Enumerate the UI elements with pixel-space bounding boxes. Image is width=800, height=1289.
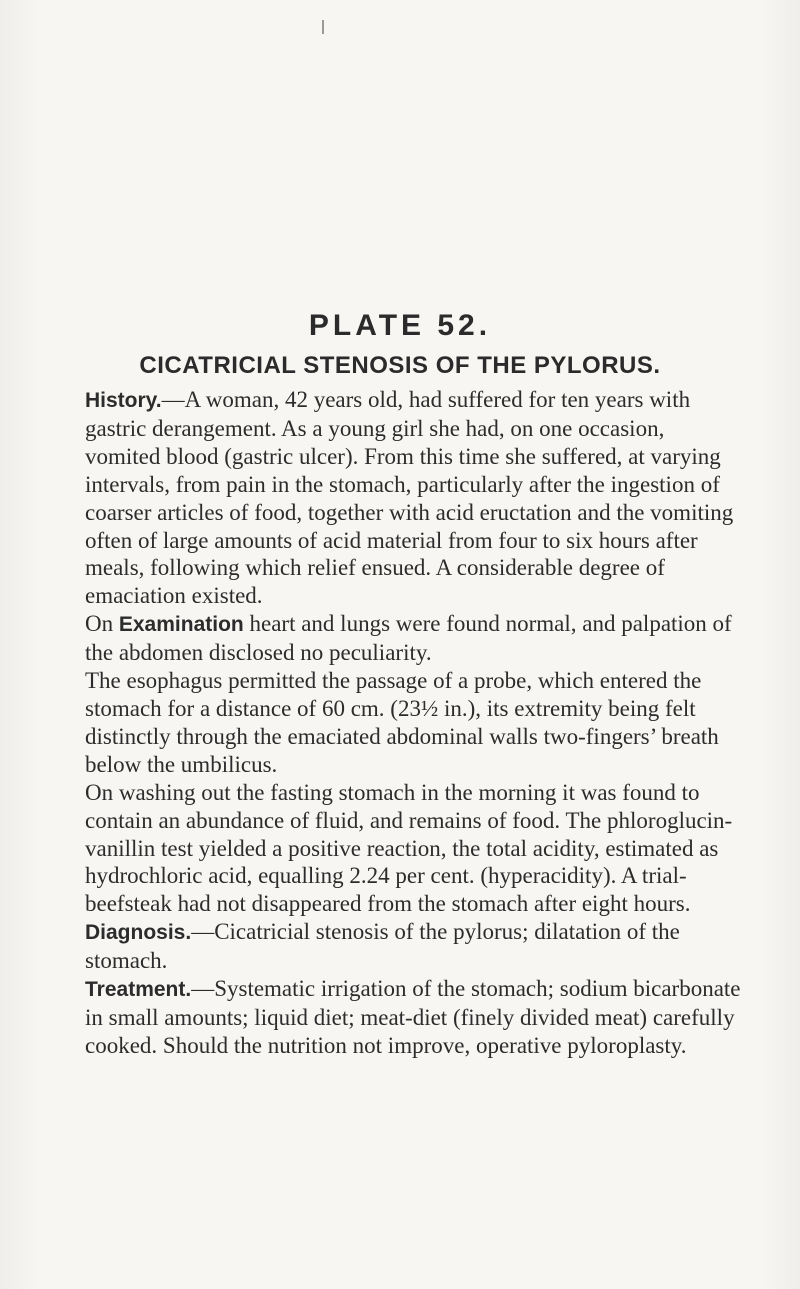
treatment-text: —Systematic irrigation of the stomach; sodium bicarbonate in small amounts; liquid diet; meat-diet (finely divided meat) carefully cooked. Should the nutrition not improve, operative pyloroplasty. (85, 976, 741, 1058)
case-report-text (85, 386, 745, 1060)
scan-mark (322, 20, 324, 34)
examination-lead: On (85, 611, 119, 637)
esophagus-paragraph: The esophagus permitted the passage of a probe, which entered the stomach for a distance of 60 cm. (23½ in.), its extremity being felt distinctly through the emaciated abdominal walls two-fingers’ breath below the umbilicus. (85, 668, 719, 777)
plate-subtitle: CICATRICIAL STENOSIS OF THE PYLORUS. (139, 352, 661, 379)
treatment-heading: Treatment. (85, 978, 192, 1002)
diagnosis-heading: Diagnosis. (85, 921, 192, 945)
treatment-paragraph (85, 975, 745, 1060)
history-heading: History. (85, 389, 162, 412)
examination-text: heart and lungs were found normal, and palpation of the abdomen disclosed no peculiarity. (85, 611, 732, 666)
examination-heading: Examination (118, 613, 244, 637)
diagnosis-paragraph (85, 918, 745, 975)
history-paragraph (85, 386, 745, 610)
history-text: —A woman, 42 years old, had suffered for ten years with gastric derangement. As a young girl she had, on one occasion, vomited blood (gastric ulcer). From this time she suffered, at varying intervals, from pain in the stomach, particularly after the ingestion of coarser articles of food, together with acid eructation and the vomiting often of large amounts of acid material from four to six hours after meals, following which relief ensued. A considerable degree of emaciation existed. (85, 387, 734, 609)
washing-paragraph: On washing out the fasting stomach in the morning it was found to contain an abundance of fluid, and remains of food. The phloroglucin-vanillin test yielded a positive reaction, the total acidity, estimated as hydrochloric acid, equalling 2.24 per cent. (hyperacidity). A trial-beefsteak had not disappeared from the stomach after eight hours. (85, 779, 733, 917)
examination-paragraph (85, 610, 745, 667)
plate-title: PLATE 52. (308, 309, 492, 342)
diagnosis-text: —Cicatricial stenosis of the pylorus; dilatation of the stomach. (85, 919, 680, 974)
